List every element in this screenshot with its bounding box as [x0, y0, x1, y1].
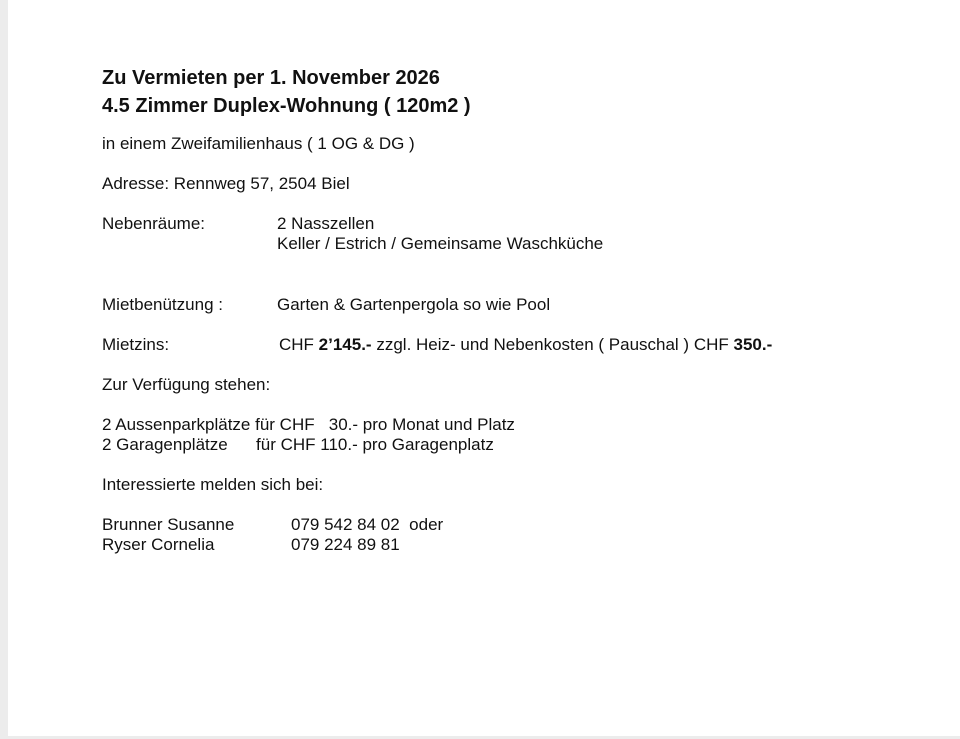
- mietbenuetzung-value: Garten & Gartenpergola so wie Pool: [277, 295, 551, 314]
- mietbenuetzung-label: Mietbenützung :: [102, 295, 223, 314]
- mietzins-prefix: CHF: [279, 335, 319, 354]
- nebenraeume-line-1: 2 Nasszellen: [277, 214, 375, 233]
- title-line-2: 4.5 Zimmer Duplex-Wohnung ( 120m2 ): [102, 95, 471, 117]
- contact-phone: 079 224 89 81: [291, 535, 400, 554]
- contacts-list: [102, 515, 922, 555]
- address: Adresse: Rennweg 57, 2504 Biel: [102, 174, 350, 193]
- contact-name: Ryser Cornelia: [102, 535, 215, 554]
- mietzins-rent: 2’145.-: [318, 335, 372, 354]
- mietzins-value: [277, 335, 922, 355]
- nebenraeume-label: Nebenräume:: [102, 214, 206, 233]
- parking-list: [102, 415, 922, 455]
- mietbenuetzung-row: [102, 295, 922, 315]
- contact-row: [102, 515, 922, 535]
- house-info: in einem Zweifamilienhaus ( 1 OG & DG ): [102, 134, 415, 153]
- interested-text: Interessierte melden sich bei:: [102, 475, 324, 494]
- contact-name: Brunner Susanne: [102, 515, 235, 534]
- mietzins-middle: zzgl. Heiz- und Nebenkosten ( Pauschal ) CHF: [371, 335, 734, 354]
- parking-line-1: 2 Aussenparkplätze für CHF 30.- pro Monat und Platz: [102, 415, 515, 434]
- nebenraeume-row: [102, 214, 922, 254]
- document-page: [8, 0, 960, 736]
- mietzins-label: Mietzins:: [102, 335, 170, 354]
- verfuegung-heading: Zur Verfügung stehen:: [102, 375, 271, 394]
- document-content: [102, 64, 922, 555]
- nebenraeume-line-2: Keller / Estrich / Gemeinsame Waschküche: [277, 234, 604, 253]
- contact-phone: 079 542 84 02 oder: [291, 515, 444, 534]
- mietzins-extra: 350.-: [733, 335, 773, 354]
- contact-row: [102, 535, 922, 555]
- title-line-1: Zu Vermieten per 1. November 2026: [102, 67, 440, 89]
- mietzins-row: [102, 335, 922, 355]
- parking-line-2: 2 Garagenplätze für CHF 110.- pro Garagenplatz: [102, 435, 494, 454]
